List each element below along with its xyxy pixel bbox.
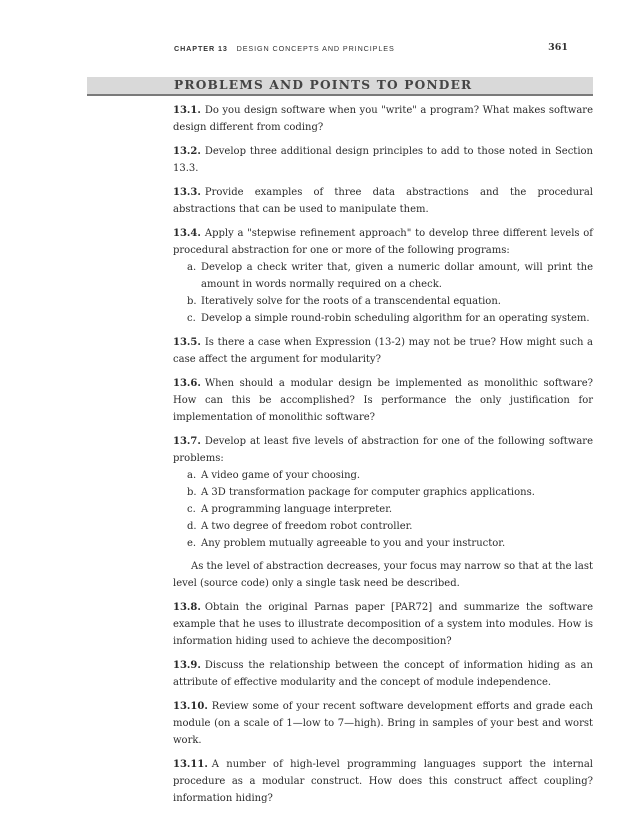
item-text: Develop a simple round-robin scheduling algorithm for an operating system. (201, 313, 590, 324)
problem-number: 13.10. (173, 701, 208, 712)
problem-13-6 (173, 375, 593, 426)
problem-text: Discuss the relationship between the concept of information hiding as an attribute of effective modularity and the concept of module independence. (173, 660, 593, 688)
item-letter: d. (187, 521, 197, 532)
item-letter: a. (187, 262, 197, 273)
problem-13-7 (173, 433, 593, 592)
problem-number: 13.9. (173, 660, 201, 671)
problem-text: When should a modular design be implemented as monolithic software? How can this be accomplished? Is performance the only justification for implementation of monolithic software? (173, 378, 593, 423)
problem-text: Provide examples of three data abstractions and the procedural abstractions that can be used to manipulate them. (173, 187, 593, 215)
problem-number: 13.2. (173, 146, 201, 157)
problem-number: 13.1. (173, 105, 201, 116)
problem-number: 13.11. (173, 759, 208, 770)
item-text: Develop a check writer that, given a numeric dollar amount, will print the amount in words normally required on a check. (201, 262, 593, 290)
list-item (187, 293, 593, 310)
followup-paragraph: As the level of abstraction decreases, your focus may narrow so that at the last level (source code) only a single task need be described. (173, 561, 593, 589)
problem-13-10 (173, 698, 593, 749)
problem-text: A number of high-level programming languages support the internal procedure as a modular construct. How does this construct affect coupling? information hiding? (173, 759, 593, 804)
list-item (187, 467, 593, 484)
list-item (187, 310, 593, 327)
item-letter: b. (187, 487, 197, 498)
item-letter: c. (187, 504, 196, 515)
problem-13-2 (173, 143, 593, 177)
item-text: A programming language interpreter. (201, 504, 393, 515)
item-letter: a. (187, 470, 197, 481)
problem-text: Review some of your recent software development efforts and grade each module (on a scale of 1—low to 7—high). Bring in samples of your best and worst work. (173, 701, 593, 746)
problem-text: Is there a case when Expression (13-2) may not be true? How might such a case affect the argument for modularity? (173, 337, 593, 365)
problem-13-3 (173, 184, 593, 218)
problem-text: Apply a "stepwise refinement approach" to develop three different levels of procedural abstraction for one or more of the following programs: (173, 228, 593, 256)
problem-13-5 (173, 334, 593, 368)
problem-number: 13.6. (173, 378, 201, 389)
item-text: A 3D transformation package for computer graphics applications. (201, 487, 535, 498)
list-item (187, 259, 593, 293)
problem-13-8 (173, 599, 593, 650)
chapter-label: CHAPTER 13 (174, 44, 228, 53)
item-text: A video game of your choosing. (201, 470, 361, 481)
item-letter: c. (187, 313, 196, 324)
section-title: PROBLEMS AND POINTS TO PONDER (174, 78, 473, 92)
problem-number: 13.3. (173, 187, 201, 198)
list-item (187, 484, 593, 501)
problem-text: Develop at least five levels of abstraction for one of the following software problems: (173, 436, 593, 464)
page-number: 361 (548, 42, 568, 53)
problem-number: 13.7. (173, 436, 201, 447)
running-head (174, 44, 594, 53)
problem-text: Do you design software when you "write" a program? What makes software design different from coding? (173, 105, 593, 133)
problem-number: 13.5. (173, 337, 201, 348)
subitem-list (173, 467, 593, 552)
list-item (187, 518, 593, 535)
problem-13-11 (173, 756, 593, 807)
problem-text: Obtain the original Parnas paper [PAR72] and summarize the software example that he uses to illustrate decomposition of a system into modules. How is information hiding used to achieve the decomposition? (173, 602, 593, 647)
chapter-title: DESIGN CONCEPTS AND PRINCIPLES (236, 44, 395, 53)
item-text: Any problem mutually agreeable to you and your instructor. (201, 538, 506, 549)
item-letter: b. (187, 296, 197, 307)
problem-13-1 (173, 102, 593, 136)
item-text: Iteratively solve for the roots of a transcendental equation. (201, 296, 501, 307)
problem-number: 13.4. (173, 228, 201, 239)
problem-13-4 (173, 225, 593, 327)
list-item (187, 501, 593, 518)
item-text: A two degree of freedom robot controller. (201, 521, 413, 532)
problem-13-9 (173, 657, 593, 691)
problems-list (173, 102, 593, 814)
list-item (187, 535, 593, 552)
item-letter: e. (187, 538, 197, 549)
problem-number: 13.8. (173, 602, 201, 613)
subitem-list (173, 259, 593, 327)
problem-text: Develop three additional design principles to add to those noted in Section 13.3. (173, 146, 593, 174)
